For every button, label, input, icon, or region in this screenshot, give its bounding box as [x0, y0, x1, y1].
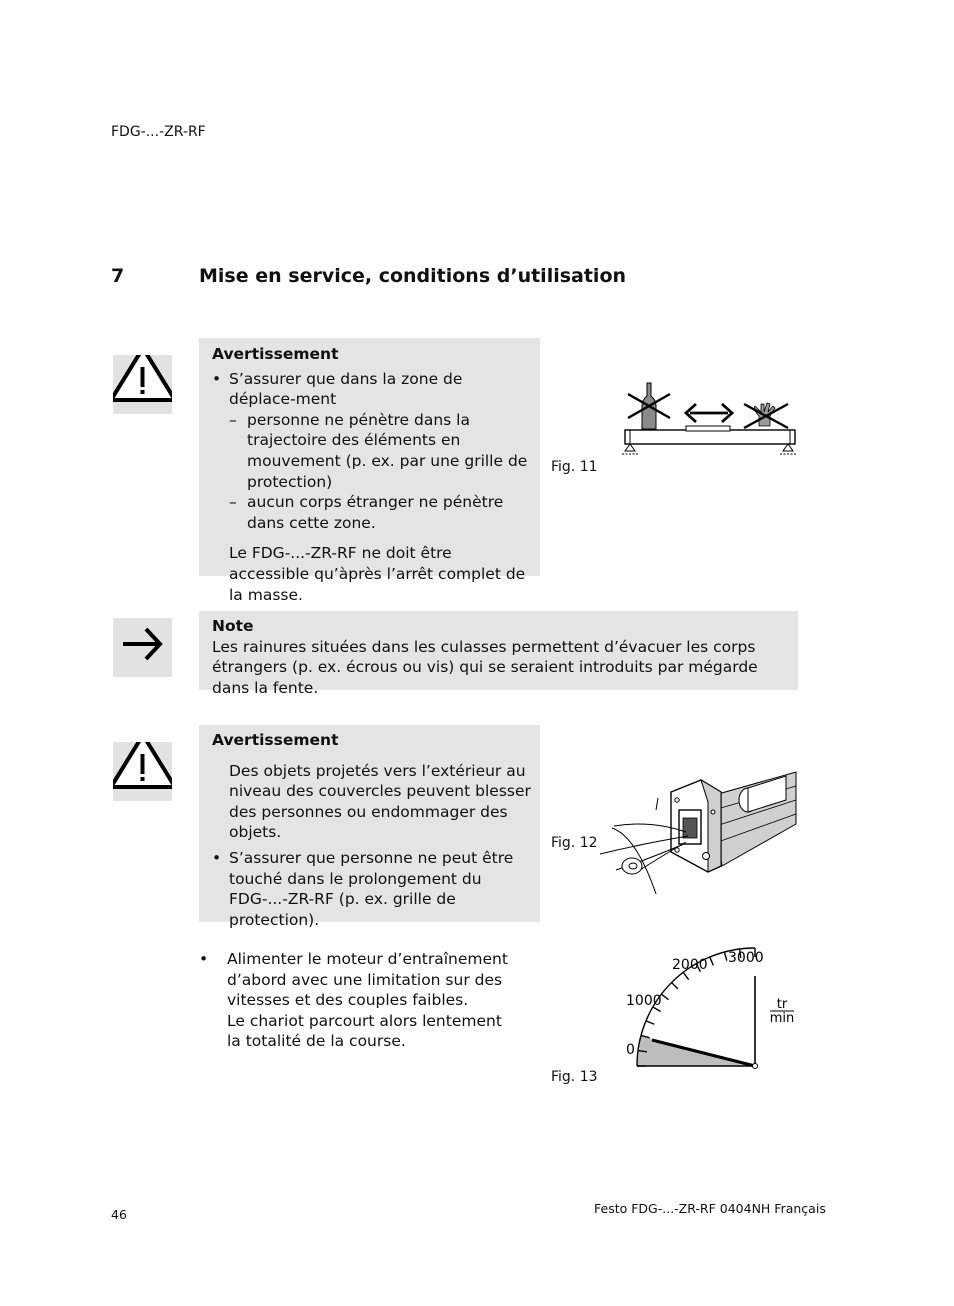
bullet-icon: • [199, 950, 209, 968]
gauge-label-1000: 1000 [626, 993, 662, 1009]
footer-doc-ref: Festo FDG-...-ZR-RF 0404NH Français [594, 1201, 826, 1216]
warning-box-1 [199, 338, 540, 604]
warning-triangle-icon [113, 742, 172, 801]
instruction-item [199, 949, 519, 1052]
warning-paragraph: Le FDG-...-ZR-RF ne doit être accessible qu’àprès l’arrêt complet de la masse. [229, 544, 526, 604]
figure-label: Fig. 13 [551, 1069, 598, 1085]
warning-title: Avertissement [212, 731, 339, 749]
gauge-tick [683, 972, 688, 979]
figure-11-illustration [618, 376, 802, 460]
warning-icon-box [113, 742, 172, 801]
instruction-line-1: Alimenter le moteur d’entraînement d’abord avec une limitation sur des vitesses et des couples faibles. [227, 950, 508, 1010]
figure-12-illustration [596, 770, 800, 898]
gauge-label-3000: 3000 [728, 950, 764, 966]
figure-13-speed-gauge [618, 940, 808, 1072]
gauge-tick [672, 983, 678, 989]
gauge-label-0: 0 [626, 1042, 635, 1058]
instruction-line-2: Le chariot parcourt alors lentement la totalité de la course. [227, 1011, 502, 1051]
warning-paragraph: Des objets projetés vers l’extérieur au niveau des couvercles peuvent blesser des personnes ou endommager des objets. [229, 761, 531, 842]
note-text: Les rainures situées dans les culasses permettent d’évacuer les corps étrangers (p. ex. écrous ou vis) qui se seraient introduits par mégarde dans la fente. [212, 637, 758, 697]
note-icon-box [113, 618, 172, 677]
warning-box-2 [199, 725, 540, 929]
note-box [199, 611, 798, 697]
figure-label: Fig. 11 [551, 459, 598, 475]
warning-sub-item: – aucun corps étranger ne pénètre dans cette zone. [229, 492, 532, 533]
gauge-unit-numerator: tr [776, 997, 788, 1012]
page-number: 46 [111, 1207, 127, 1222]
section-title: Mise en service, conditions d’utilisation [199, 265, 627, 287]
figure-label: Fig. 12 [551, 835, 598, 851]
header-doc-id: FDG-...-ZR-RF [111, 124, 206, 140]
gauge-tick [710, 957, 713, 965]
gauge-label-2000: 2000 [672, 957, 708, 973]
warning-icon-box [113, 355, 172, 414]
gauge-tick [661, 994, 668, 999]
gauge-unit-denominator: min [769, 1011, 795, 1026]
section-number: 7 [111, 265, 125, 287]
gauge-tick [646, 1021, 654, 1024]
warning-bullet: • S’assurer que dans la zone de déplace-ment [212, 369, 532, 410]
warning-title: Avertissement [212, 345, 339, 363]
warning-bullet: • S’assurer que personne ne peut être touché dans le prolongement du FDG-...-ZR-RF (p. ex. grille de protection). [212, 848, 532, 930]
gauge-tick [724, 952, 726, 961]
warning-sub-item: – personne ne pénètre dans la trajectoire des éléments en mouvement (p. ex. par une grille de protection) [229, 410, 532, 492]
note-title: Note [212, 617, 254, 635]
arrow-right-icon [113, 618, 172, 677]
warning-triangle-icon [113, 355, 172, 414]
